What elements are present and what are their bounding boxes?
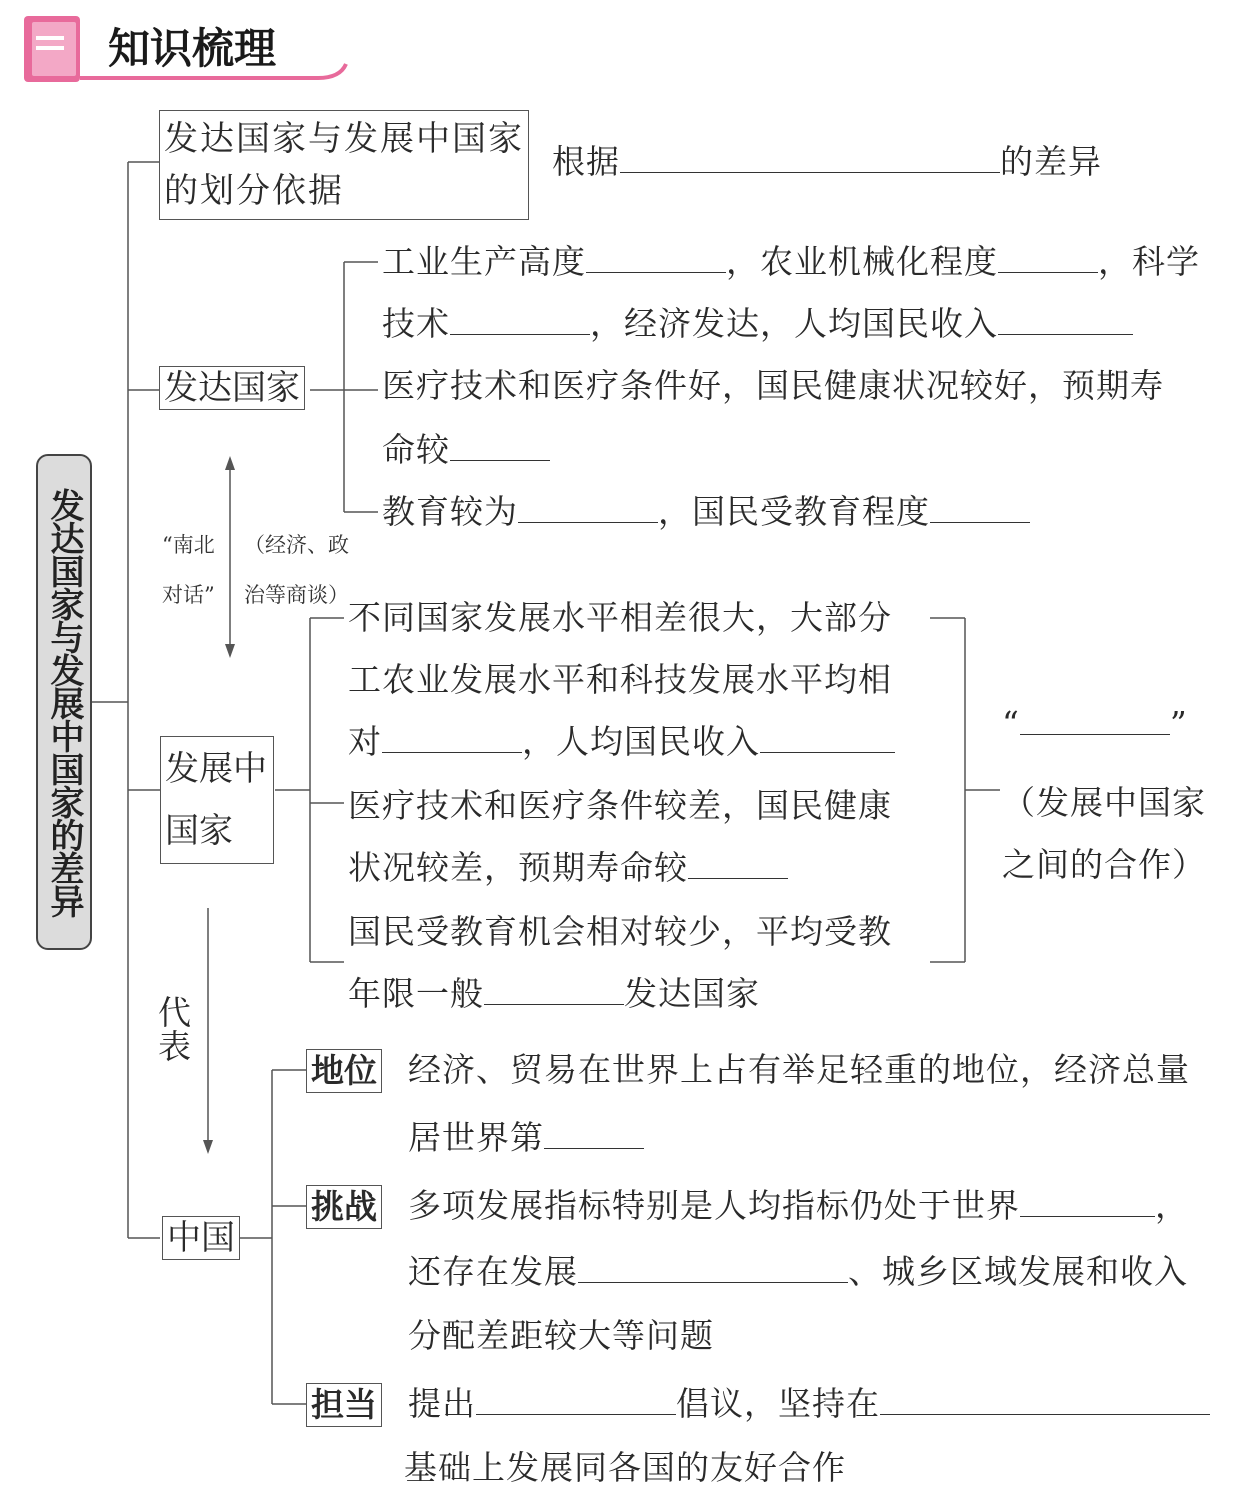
criteria-basis <box>552 142 1102 182</box>
north-south-note <box>244 520 349 620</box>
developing-line: 不同国家发展水平相差很大，大部分 <box>348 598 892 637</box>
developed-line <box>382 492 1030 532</box>
text: ，科学 <box>1098 242 1200 281</box>
text: 发展中 <box>165 749 267 789</box>
text: 代 <box>158 993 192 1032</box>
blank[interactable] <box>450 430 550 461</box>
basis-suffix: 的差异 <box>1000 142 1102 181</box>
challenge-line <box>408 1186 1189 1226</box>
text: 多项发展指标特别是人均指标仍处于世界 <box>408 1186 1020 1225</box>
status-line: 经济、贸易在世界上占有举足轻重的地位，经济总量 <box>408 1050 1190 1089</box>
central-topic: 发达国家与发展中国家的差异 <box>36 454 92 950</box>
criteria-box-line: 发达国家与发展中国家 <box>164 119 524 159</box>
text: 状况较差，预期寿命较 <box>348 848 688 887</box>
responsibility-label: 担当 <box>306 1383 382 1427</box>
responsibility-line <box>408 1384 1210 1424</box>
text: 发达国家 <box>624 974 760 1013</box>
status-label: 地位 <box>306 1049 382 1093</box>
blank[interactable] <box>476 1384 676 1415</box>
text: 表 <box>158 1027 192 1066</box>
developed-line <box>382 430 550 470</box>
blank[interactable] <box>760 722 895 753</box>
basis-prefix: 根据 <box>552 142 620 181</box>
challenge-line <box>408 1252 1188 1292</box>
china-label: 中国 <box>162 1216 240 1260</box>
developing-line: 工农业发展水平和科技发展水平均相 <box>348 660 892 699</box>
developing-line <box>348 974 760 1014</box>
blank[interactable] <box>688 848 788 879</box>
status-line <box>408 1118 644 1158</box>
developed-line: 医疗技术和医疗条件好，国民健康状况较好，预期寿 <box>382 366 1164 405</box>
text: 教育较为 <box>382 492 518 531</box>
text: 命较 <box>382 430 450 469</box>
text: 年限一般 <box>348 974 484 1013</box>
blank[interactable] <box>578 1252 848 1283</box>
text: 提出 <box>408 1384 476 1423</box>
blank[interactable] <box>450 304 590 335</box>
text: 技术 <box>382 304 450 343</box>
developed-label: 发达国家 <box>159 366 305 410</box>
south-south-quote <box>1002 704 1188 744</box>
developing-line: 国民受教育机会相对较少，平均受教 <box>348 912 892 951</box>
blank[interactable] <box>382 722 522 753</box>
text: 还存在发展 <box>408 1252 578 1291</box>
blank[interactable] <box>930 492 1030 523</box>
blank[interactable] <box>1020 1186 1155 1217</box>
developed-line <box>382 242 1200 282</box>
blank[interactable] <box>998 304 1133 335</box>
challenge-line: 分配差距较大等问题 <box>408 1316 714 1355</box>
text: 国家 <box>165 811 233 851</box>
blank[interactable] <box>880 1384 1210 1415</box>
text: （发展中国家 <box>1002 783 1206 822</box>
developing-line: 医疗技术和医疗条件较差，国民健康 <box>348 786 892 825</box>
developing-line <box>348 722 895 762</box>
header-title: 知识梳理 <box>108 24 277 73</box>
text: 对话” <box>162 583 215 607</box>
blank[interactable] <box>620 142 1000 173</box>
blank[interactable] <box>518 492 658 523</box>
developed-line <box>382 304 1133 344</box>
text: 居世界第 <box>408 1118 544 1157</box>
criteria-box <box>159 110 529 220</box>
developing-line <box>348 848 788 888</box>
text: “ <box>1002 704 1020 743</box>
text: 治等商谈） <box>244 583 349 607</box>
text: 之间的合作） <box>1002 845 1206 884</box>
blank[interactable] <box>586 242 726 273</box>
developing-label <box>160 736 274 864</box>
blank[interactable] <box>544 1118 644 1149</box>
text: ，经济发达，人均国民收入 <box>590 304 998 343</box>
blank[interactable] <box>1020 704 1170 735</box>
text: “南北 <box>162 533 215 557</box>
text: 工业生产高度 <box>382 242 586 281</box>
text: ，国民受教育程度 <box>658 492 930 531</box>
challenge-label: 挑战 <box>306 1185 382 1229</box>
text: ” <box>1169 704 1188 743</box>
text: 倡议，坚持在 <box>676 1384 880 1423</box>
text: 、城乡区域发展和收入 <box>848 1252 1188 1291</box>
text: ，人均国民收入 <box>522 722 760 761</box>
text: ，农业机械化程度 <box>726 242 998 281</box>
north-south-label <box>162 520 215 620</box>
responsibility-line: 基础上发展同各国的友好合作 <box>404 1448 846 1487</box>
text: ， <box>1155 1186 1189 1225</box>
blank[interactable] <box>998 242 1098 273</box>
south-south-note <box>1002 772 1206 896</box>
blank[interactable] <box>484 974 624 1005</box>
text: 对 <box>348 722 382 761</box>
represent-label <box>158 993 192 1066</box>
criteria-box-line: 的划分依据 <box>164 171 344 211</box>
text: （经济、政 <box>244 533 349 557</box>
